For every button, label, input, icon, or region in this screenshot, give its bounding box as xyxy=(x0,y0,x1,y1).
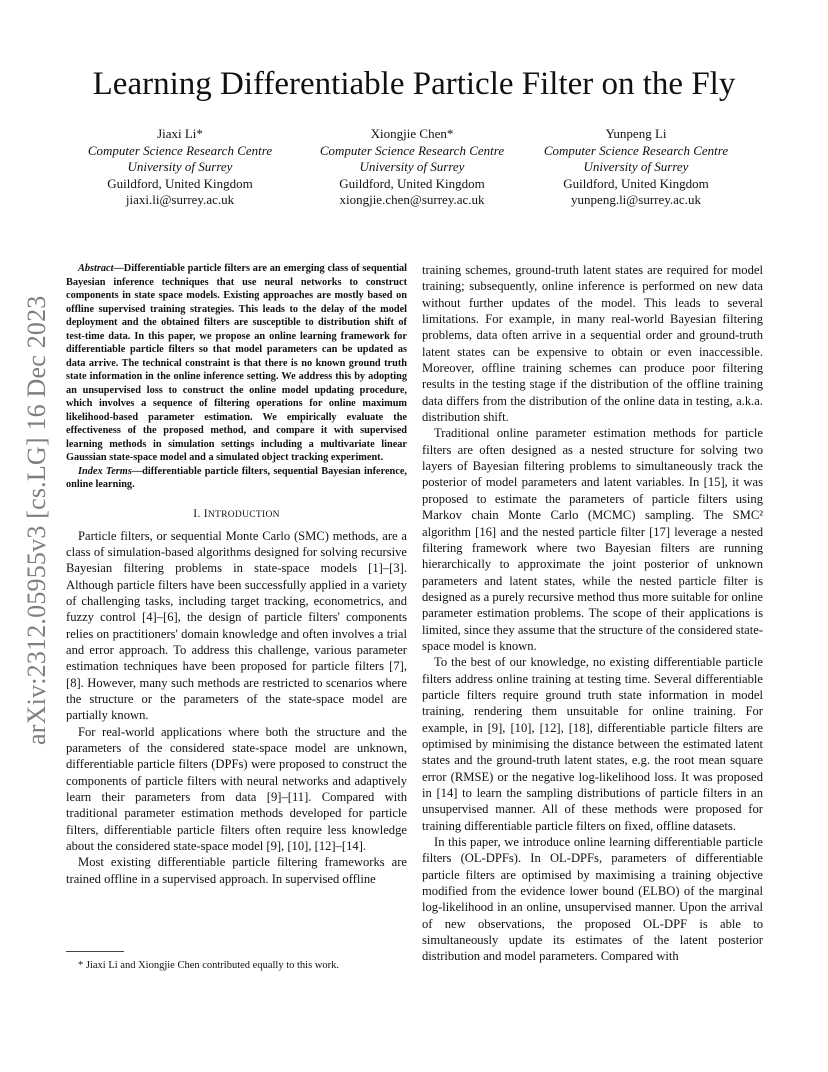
author-affiliation: Computer Science Research Centre xyxy=(543,142,729,158)
abstract-label: Abstract xyxy=(78,263,114,274)
author-3 xyxy=(516,126,756,209)
author-name: Yunpeng Li xyxy=(605,126,667,141)
intro-paragraph-4: training schemes, ground-truth latent states are required for model training; subsequently, online inference is performed on new data without further updates of the model. This leads to several limitations. For example, in many real-world Bayesian filtering problems, data often arrive in a sequential order and ground-truth latent states can be expensive to obtain or even inaccessible. Moreover, offline training schemes can produce poor filtering results in the testing stage if the distribution of the offline training data differs from the distribution of the online data in testing, a.k.a. distribution shift. xyxy=(422,263,763,425)
left-column xyxy=(66,262,407,887)
author-affiliation: Computer Science Research Centre xyxy=(87,142,273,158)
arxiv-identifier: arXiv:2312.05955v3 [cs.LG] 16 Dec 2023 xyxy=(22,295,51,745)
author-1 xyxy=(60,126,300,209)
author-2 xyxy=(292,126,532,209)
intro-paragraph-6: To the best of our knowledge, no existing differentiable particle filters address online training at testing time. Several differentiable particle filters require ground truth state information in model training, rendering them unsuitable for online training. For example, in [9], [10], [12], [18], differentiable particle filters are optimised by minimising the distance between the estimated latent states and the ground-truth latent states, e.g. the root mean square error (RMSE) or the negative log-likelihood loss. It was proposed in [14] to learn the sampling distributions of particle filters in an unsupervised manner. All of these methods were proposed for training differentiable particle filters on fixed, offline datasets. xyxy=(422,655,763,833)
intro-paragraph-2: For real-world applications where both the structure and the parameters of the considered state-space model are unknown, differentiable particle filters (DPFs) were proposed to construct the components of particle filters with neural networks and adaptively learn their parameters from data [9]–[11]. Compared with traditional parameter estimation methods developed for particle filters, differentiable particle filters often require less knowledge about the considered state-space model [9], [10], [12]–[14]. xyxy=(66,724,407,854)
footnote-divider xyxy=(66,951,124,952)
index-terms-text: —differentiable particle filters, sequential Bayesian inference, online learning. xyxy=(66,465,407,490)
section-heading-introduction xyxy=(66,508,407,520)
index-terms xyxy=(66,465,407,492)
author-name: Jiaxi Li* xyxy=(157,126,203,141)
index-terms-label: Index Terms xyxy=(78,465,132,477)
intro-paragraph-3: Most existing differentiable particle filtering frameworks are trained offline in a supervised approach. In supervised offline xyxy=(66,855,407,886)
author-name: Xiongjie Chen* xyxy=(370,126,454,141)
abstract-text: —Differentiable particle filters are an emerging class of sequential Bayesian inference techniques that use neural networks to construct components in state space models. Existing approaches are mostly based on offline supervised training strategies. This leads to the delay of the model deployment and the obtained filters are susceptible to distribution shift of test-time data. In this paper, we propose an online learning framework for differentiable particle filters so that model parameters can be updated as data arrive. The technical constraint is that there is no known ground truth state information in the online inference setting. We address this by adopting an unsupervised loss to construct the online model updating procedure, which involves a sequence of filtering operations for online maximum likelihood-based parameter estimation. We empirically evaluate the effectiveness of the proposed method, and compare it with supervised learning methods in simulation settings including a multivariate linear Gaussian state-space model and a simulated object tracking experiment. xyxy=(66,263,407,463)
intro-paragraph-7: In this paper, we introduce online learning differentiable particle filters (OL-DPFs). In OL-DPFs, parameters of differentiable particle filters are optimised by maximising a training objective modified from the evidence lower bound (ELBO) of the marginal log-likelihood in an online, unsupervised manner. Upon the arrival of new observations, the proposed OL-DPF is able to simultaneously update its estimates of the latent posterior distribution and model parameters. Compared with xyxy=(422,835,763,964)
author-affiliation: Computer Science Research Centre xyxy=(319,142,505,158)
author-email[interactable]: xiongjie.chen@surrey.ac.uk xyxy=(339,192,485,207)
author-location: Guildford, United Kingdom xyxy=(107,175,253,191)
author-location: Guildford, United Kingdom xyxy=(339,175,485,191)
author-university: University of Surrey xyxy=(583,159,689,174)
paper-title: Learning Differentiable Particle Filter on the Fly xyxy=(92,66,736,102)
author-location: Guildford, United Kingdom xyxy=(563,175,709,191)
author-university: University of Surrey xyxy=(359,159,465,174)
section-number: I. xyxy=(193,507,201,520)
footnote: * Jiaxi Li and Xiongjie Chen contributed equally to this work. xyxy=(78,960,339,971)
abstract xyxy=(66,262,407,465)
author-email[interactable]: jiaxi.li@surrey.ac.uk xyxy=(125,192,235,207)
section-title-first: I xyxy=(203,507,208,520)
author-university: University of Surrey xyxy=(127,159,233,174)
author-email[interactable]: yunpeng.li@surrey.ac.uk xyxy=(571,192,701,207)
section-title-rest: NTRODUCTION xyxy=(207,509,280,520)
right-column xyxy=(422,262,763,965)
intro-paragraph-5: Traditional online parameter estimation methods for particle filters are often designed as a nested structure for solving two layers of Bayesian filtering problems to simultaneously track the posterior of model parameters and latent variables. In [15], it was proposed to estimate the parameters of particle filters using Markov chain Monte Carlo (MCMC) sampling. The SMC² algorithm [16] and the nested particle filter [17] leverage a nested filtering framework where two Bayesian filters are running hierarchically to approximate the joint posterior of unknown parameters and latent states, while the nested particle filter is designed as a purely recursive method thus more suitable for online parameter estimation problems. The scope of their applications is limited, since they assume that the structure of the considered state-space model is known. xyxy=(422,426,763,653)
intro-paragraph-1: Particle filters, or sequential Monte Carlo (SMC) methods, are a class of simulation-based algorithms designed for solving recursive Bayesian filtering problems in state-space models [1]–[3]. Although particle filters have been successfully applied in a variety of challenging tasks, including target tracking, econometrics, and fuzzy control [4]–[6], the design of particle filters' components relies on practitioners' domain knowledge and often involves a trial and error approach. To address this challenge, various parameter estimation techniques have been proposed for particle filters [7], [8]. However, many such methods are restricted to scenarios where the structure or the parameters of the state-space model are partially known. xyxy=(66,528,407,723)
